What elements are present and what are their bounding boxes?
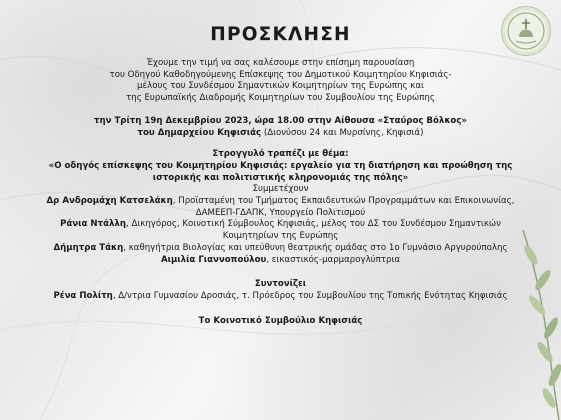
intro-line: του Οδηγού Καθοδηγούμενης Επίσκεψης του Δημοτικού Κοιμητηρίου Κηφισιάς-: [109, 69, 452, 80]
participant-entry: [18, 219, 543, 231]
moderator-heading: Συντονίζει: [254, 279, 307, 290]
participants-list: [18, 196, 543, 266]
moderator-section: [18, 279, 543, 302]
roundtable-topic: ιστορικής και πολιτιστικής κληρονομιάς της πόλης»: [152, 172, 409, 183]
participant-name: Ράνια Ντάλλη: [60, 219, 126, 230]
invitation-body: [18, 0, 543, 327]
moderator-role: , Δ/ντρια Γυμνασίου Δροσιάς, τ. Πρόεδρος του Συμβουλίου της Τοπικής Ενότητας Κηφισιάς: [112, 290, 508, 301]
participant-role: , εικαστικός-μαρμαρογλύπτρια: [266, 254, 401, 265]
moderator-entry: [18, 291, 543, 303]
participant-role: , Προϊσταμένη του Τμήματος Εκπαιδευτικών Προγραμμάτων και Επικοινωνίας,: [172, 196, 515, 207]
event-details: [18, 116, 543, 139]
intro-paragraph: [18, 58, 543, 105]
roundtable-section: [18, 149, 543, 196]
participant-name: Αιμιλία Γιαννοπούλου: [160, 254, 267, 265]
participant-entry: [18, 243, 543, 255]
intro-line: μέλους του Συνδέσμου Σημαντικών Κοιμητηρίων της Ευρώπης και: [137, 81, 424, 92]
venue-name: του Δημαρχείου Κηφισιάς: [137, 127, 262, 138]
signature: Το Κοινοτικό Συμβούλιο Κηφισιάς: [198, 315, 363, 326]
roundtable-heading: Στρογγυλό τραπέζι με θέμα:: [212, 149, 349, 160]
page-title: ΠΡΟΣΚΛΗΣΗ: [210, 24, 351, 45]
participant-entry: [18, 255, 543, 267]
participant-role: , καθηγήτρια Βιολογίας και υπεύθυνη θεατρικής ομάδας στο 1ο Γυμνάσιο Αργυρούπολης: [123, 242, 508, 253]
participant-name: Δρ Ανδρομάχη Κατσελάκη: [46, 196, 173, 207]
participants-label: Συμμετέχουν: [252, 184, 309, 195]
venue-address: (Διονύσου 24 και Μυρσίνης, Κηφισιά): [261, 127, 424, 138]
event-venue-line: [18, 128, 543, 140]
participant-role-cont: ΔΑΜΕΕΠ-ΓΔΑΠΚ, Υπουργείο Πολιτισμού: [195, 207, 366, 218]
intro-line: Έχουμε την τιμή να σας καλέσουμε στην επίσημη παρουσίαση: [146, 58, 415, 68]
moderator-name: Ρένα Πολίτη: [53, 290, 113, 301]
participant-name: Δήμητρα Τάκη: [53, 242, 124, 253]
intro-line: της Ευρωπαϊκής Διαδρομής Κοιμητηρίων του Συμβουλίου της Ευρώπης: [126, 93, 435, 104]
roundtable-topic: «Ο οδηγός επίσκεψης του Κοιμητηρίου Κηφισιάς: εργαλείο για τη διατήρηση και προώθηση της: [48, 160, 513, 171]
participant-role-cont: Κοιμητηρίων της Ευρώπης: [222, 231, 339, 242]
participant-role: , Δικηγόρος, Κοινοτική Σύμβουλος Κηφισιάς, μέλος του ΔΣ του Συνδέσμου Σημαντικών: [126, 219, 501, 230]
event-date-line: την Τρίτη 19η Δεκεμβρίου 2023, ώρα 18.00 στην Αίθουσα «Σταύρος Βόλκος»: [94, 115, 467, 126]
participant-entry: [18, 196, 543, 208]
